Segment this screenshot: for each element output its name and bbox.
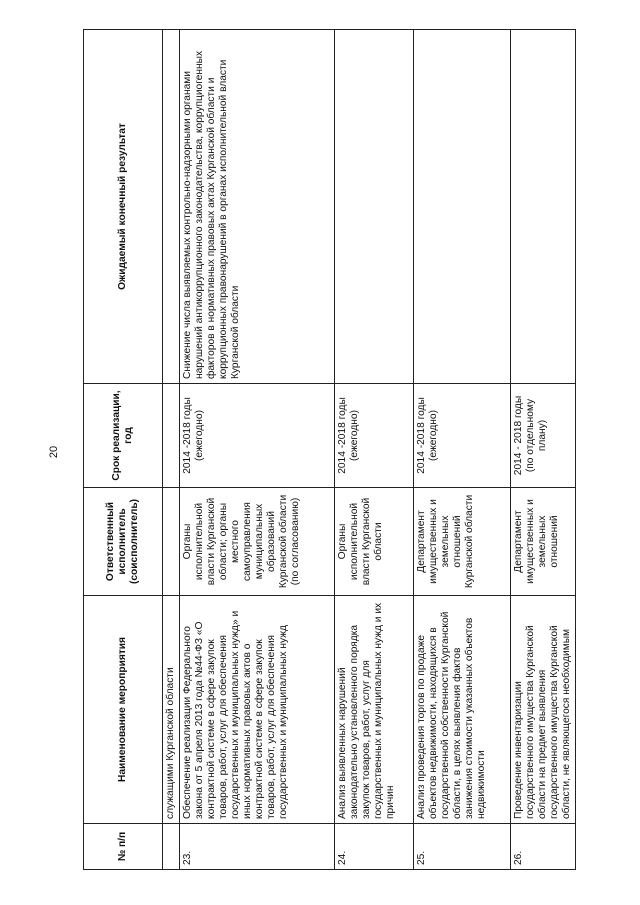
continuation-text: служащими Курганской области <box>163 596 180 824</box>
row-term: 2014 -2018 годы (ежегодно) <box>180 384 335 488</box>
table-row <box>163 30 180 870</box>
table-row <box>414 30 511 870</box>
rotated-sheet <box>83 30 603 870</box>
row-term: 2014 -2018 годы (ежегодно) <box>414 384 511 488</box>
row-name: Обеспечение реализации Федерального закона от 5 апреля 2013 года №44-ФЗ «О контрактной системе в сфере закупок товаров, работ, услуг для обеспечения государственных и муниципальных нужд» и иных нормативных правовых актов о контрактной системе в сфере закупок товаров, работ, услуг для обеспечения государственных и муниципальных нужд <box>180 596 335 824</box>
row-name: Анализ выявленных нарушений законодательно установленного порядка закупок товаров, работ, услуг для государственных и муниципальных нужд и их причин <box>335 596 414 824</box>
row-term: 2014 -2018 годы (ежегодно) <box>335 384 414 488</box>
row-num: 24. <box>335 824 414 870</box>
row-executor: Департамент имущественных и земельных отношений Курганской области <box>414 488 511 596</box>
header-name: Наименование мероприятия <box>84 596 163 824</box>
row-name: Анализ проведения торгов по продаже объектов недвижимости, находящихся в государственной собственности Курганской области, в целях выявления фактов занижения стоимости указанных объектов недвижимости <box>414 596 511 824</box>
row-executor: Органы исполнительной власти Курганской области <box>335 488 414 596</box>
table-row <box>180 30 335 870</box>
row-executor: Департамент имущественных и земельных отношений <box>511 488 576 596</box>
row-term: 2014 - 2018 годы (по отдельному плану) <box>511 384 576 488</box>
row-result <box>511 30 576 384</box>
row-executor: Органы исполнительной власти Курганской области; органы местного самоуправления муниципальных образований Курганской области (по согласованию) <box>180 488 335 596</box>
row-result <box>335 30 414 384</box>
table-header-row <box>84 30 163 870</box>
measures-table <box>83 29 576 870</box>
row-num: 26. <box>511 824 576 870</box>
row-name: Проведение инвентаризации государственного имущества Курганской области на предмет выявления государственного имущества Курганской области, не являющегося необходимым <box>511 596 576 824</box>
header-num: № п/п <box>84 824 163 870</box>
table-row <box>335 30 414 870</box>
header-executor: Ответственный исполнитель (соисполнитель) <box>84 488 163 596</box>
row-num: 23. <box>180 824 335 870</box>
header-result: Ожидаемый конечный результат <box>84 30 163 384</box>
row-result <box>414 30 511 384</box>
header-term: Срок реализации, год <box>84 384 163 488</box>
page-number: 20 <box>48 445 60 459</box>
table-row <box>511 30 576 870</box>
row-result: Снижение числа выявляемых контрольно-надзорными органами нарушений антикоррупционного законодательства, коррупциогенных факторов в нормативных правовых актах Курганской области и коррупционных правонарушений в органах исполнительной власти Курганской области <box>180 30 335 384</box>
row-num: 25. <box>414 824 511 870</box>
